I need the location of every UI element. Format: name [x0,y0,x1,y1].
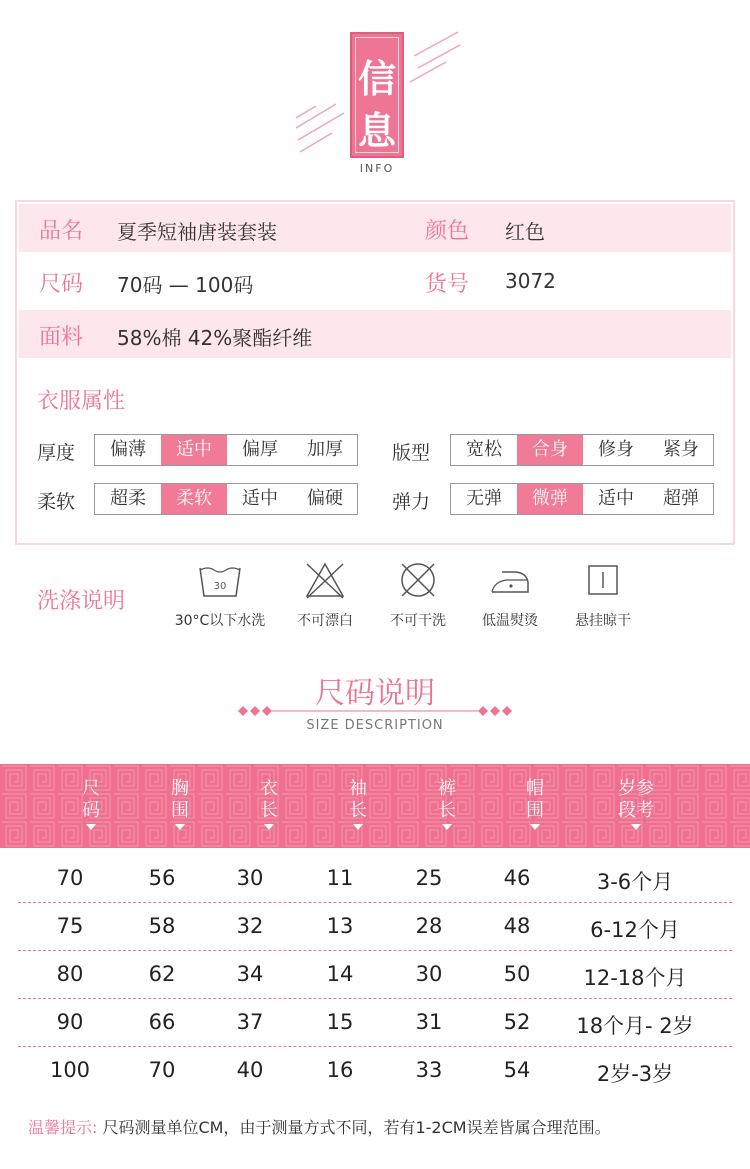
table-cell: 46 [503,866,531,890]
table-cell: 58 [148,914,176,938]
thickness-options [94,434,358,466]
table-cell: 80 [56,962,84,986]
col-header-size: 尺 码 [56,778,126,830]
wash-30-label: 30°C以下水洗 [174,613,266,629]
col-header-age: 岁参 段考 [601,778,671,830]
softness-label: 柔软 [37,491,76,513]
down-arrow-icon [175,824,185,830]
product-info-box [15,200,735,545]
wash-item-30 [165,560,275,630]
table-cell: 13 [326,914,354,938]
info-row-fabric [19,310,731,358]
col-header-length: 衣 长 [234,778,304,830]
info-row-name [19,204,731,252]
table-cell: 14 [326,962,354,986]
attribute-option: 适中 [161,435,227,465]
attribute-option: 修身 [598,439,634,460]
fit-options [450,434,714,466]
hang-dry-icon [579,560,627,600]
attribute-option: 合身 [517,435,583,465]
tip-text: 尺码测量单位CM，由于测量方式不同，若有1-2CM误差皆属合理范围。 [97,1118,611,1137]
table-cell: 31 [415,1010,443,1034]
low-iron-icon [486,560,534,600]
no-dry-clean-icon [394,560,442,600]
wash-item-hang-dry [548,560,658,630]
attribute-option: 偏薄 [110,439,146,460]
col-header-hat: 帽 围 [500,778,570,830]
attribute-option: 适中 [598,488,634,509]
col-header-sleeve: 袖 长 [323,778,393,830]
attribute-option: 超柔 [110,488,146,509]
size-table-header [0,764,750,848]
table-cell: 62 [148,962,176,986]
seal-char-1: 信 [357,56,396,101]
no-dry-clean-label: 不可干洗 [390,613,446,629]
seal-char-2: 息 [357,108,396,153]
table-cell: 3-6个月 [596,870,674,894]
table-row [18,903,732,951]
table-cell: 34 [236,962,264,986]
no-bleach-label: 不可漂白 [297,613,353,629]
item-value: 3072 [505,269,556,293]
color-value: 红色 [505,220,545,244]
table-cell: 56 [148,866,176,890]
table-row [18,999,732,1047]
size-value: 70码 — 100码 [117,273,254,297]
down-arrow-icon [264,824,274,830]
down-arrow-icon [86,824,96,830]
table-cell: 70 [56,866,84,890]
softness-options [94,483,358,515]
table-cell: 16 [326,1058,354,1082]
elasticity-label: 弹力 [392,491,431,513]
wash-30-icon [196,560,244,600]
tip-note [28,1115,611,1138]
info-subtitle: INFO [359,162,395,175]
attribute-option: 偏硬 [307,488,343,509]
attribute-option: 宽松 [466,439,502,460]
name-label: 品名 [39,219,84,244]
table-cell: 6-12个月 [590,918,680,942]
table-cell: 15 [326,1010,354,1034]
table-row [18,855,732,903]
color-label: 颜色 [425,219,470,244]
table-cell: 52 [503,1010,531,1034]
table-cell: 28 [415,914,443,938]
table-cell: 30 [236,866,264,890]
table-cell: 32 [236,914,264,938]
attributes-title: 衣服属性 [37,389,126,414]
thickness-label: 厚度 [37,442,76,464]
size-chart-title: 尺码说明 [315,676,435,711]
table-cell: 100 [49,1058,91,1082]
table-row [18,951,732,999]
item-label: 货号 [425,272,470,297]
table-cell: 12-18个月 [583,966,687,990]
table-cell: 30 [415,962,443,986]
hang-dry-label: 悬挂晾干 [575,613,631,629]
size-chart-subtitle: SIZE DESCRIPTION [306,718,444,733]
table-cell: 54 [503,1058,531,1082]
table-cell: 75 [56,914,84,938]
down-arrow-icon [530,824,540,830]
table-cell: 66 [148,1010,176,1034]
table-cell: 50 [503,962,531,986]
attribute-option: 微弹 [517,484,583,514]
tip-label: 温馨提示: [28,1118,98,1137]
table-cell: 25 [415,866,443,890]
table-cell: 48 [503,914,531,938]
wash-title: 洗涤说明 [37,589,126,614]
table-cell: 70 [148,1058,176,1082]
attribute-option: 偏厚 [242,439,278,460]
size-label: 尺码 [39,272,84,297]
name-value: 夏季短袖唐装套装 [117,220,277,244]
attribute-option: 超弹 [663,488,699,509]
down-arrow-icon [353,824,363,830]
info-header [0,0,750,190]
no-bleach-icon [301,560,349,600]
fit-label: 版型 [392,442,431,464]
table-cell: 2岁-3岁 [596,1062,674,1086]
down-arrow-icon [631,824,641,830]
attribute-option: 柔软 [161,484,227,514]
attribute-option: 无弹 [466,488,502,509]
table-cell: 33 [415,1058,443,1082]
elasticity-options [450,483,714,515]
table-cell: 90 [56,1010,84,1034]
col-header-chest: 胸 围 [145,778,215,830]
fabric-label: 面料 [39,325,84,350]
fabric-value: 58%棉 42%聚酯纤维 [117,326,313,350]
col-header-pants: 裤 长 [412,778,482,830]
table-cell: 40 [236,1058,264,1082]
attribute-option: 加厚 [307,439,343,460]
table-cell: 37 [236,1010,264,1034]
info-seal [350,32,404,158]
down-arrow-icon [442,824,452,830]
wash-temp: 30 [213,581,227,592]
attribute-option: 紧身 [663,439,699,460]
table-row [18,1047,732,1095]
info-row-size [19,257,731,305]
low-iron-label: 低温熨烫 [482,613,538,629]
table-cell: 11 [326,866,354,890]
table-cell: 18个月- 2岁 [576,1014,694,1038]
attribute-option: 适中 [242,488,278,509]
